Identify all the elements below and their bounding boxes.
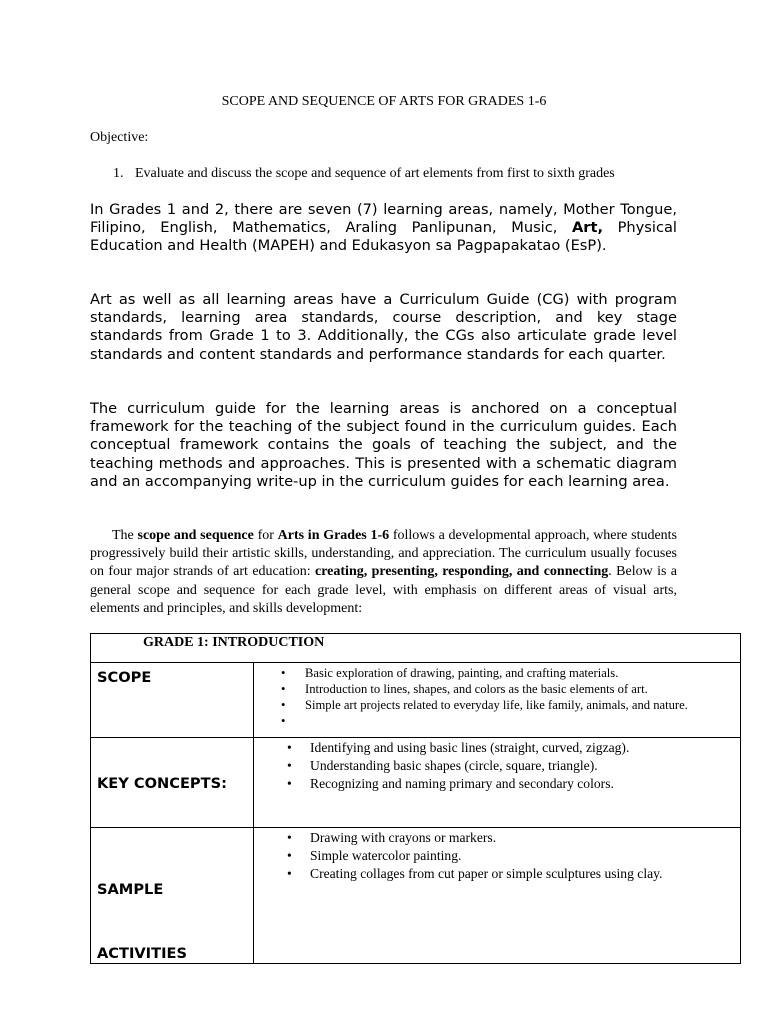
key-concepts-list xyxy=(254,738,740,793)
sample-activities-label xyxy=(97,828,253,963)
objective-item xyxy=(113,166,615,182)
key-concepts-label: KEY CONCEPTS: xyxy=(97,775,227,792)
list-item xyxy=(254,739,740,757)
p4-bold-1: scope and sequence xyxy=(137,528,254,543)
scope-list xyxy=(254,663,740,729)
scope-content-cell xyxy=(254,663,741,738)
table-row-scope xyxy=(91,663,741,738)
paragraph-curriculum-guide: Art as well as all learning areas have a Curriculum Guide (CG) with program standards, learning area standards, course description, and key stage standards from Grade 1 to 3. Additionally, the CGs also articulate grade level standards and content standards and performance standards for each quarter. xyxy=(90,291,677,363)
bullet-icon: • xyxy=(281,666,286,680)
sample-activities-label-line1: SAMPLE xyxy=(97,881,164,898)
paragraph-learning-areas xyxy=(90,201,677,256)
list-item xyxy=(254,847,740,865)
list-item xyxy=(254,713,740,729)
bullet-icon: • xyxy=(281,682,286,696)
p4-bold-2: Arts in Grades 1-6 xyxy=(277,528,390,543)
table-row-key-concepts xyxy=(91,738,741,828)
p4-text-1: The xyxy=(112,528,138,543)
list-item xyxy=(254,775,740,793)
table-header-cell xyxy=(91,634,741,663)
list-item xyxy=(254,681,740,697)
key-concepts-label-cell xyxy=(91,738,254,828)
sample-activities-content-cell xyxy=(254,828,741,964)
bullet-icon: • xyxy=(287,848,292,863)
bullet-icon: • xyxy=(281,698,286,712)
p4-text-4: . Below is a general scope and sequence for each grade level, with emphasis on different areas of visual arts, elements and principles, and skills development: xyxy=(90,564,677,616)
grade-1-table xyxy=(90,633,741,964)
paragraph-learning-areas-text-end: Physical Education and Health (MAPEH) and Edukasyon sa Pagpapakatao (EsP). xyxy=(90,219,677,255)
key-concept-text: Recognizing and naming primary and secondary colors. xyxy=(310,776,614,791)
list-item xyxy=(254,829,740,847)
list-item xyxy=(254,697,740,713)
document-title: SCOPE AND SEQUENCE OF ARTS FOR GRADES 1-6 xyxy=(221,94,547,109)
activity-text: Simple watercolor painting. xyxy=(310,848,462,863)
key-concept-text: Understanding basic shapes (circle, square, triangle). xyxy=(310,758,598,773)
table-header: GRADE 1: INTRODUCTION xyxy=(143,635,325,650)
activity-text: Drawing with crayons or markers. xyxy=(310,830,497,845)
bullet-icon: • xyxy=(287,776,292,791)
paragraph-scope-sequence xyxy=(90,527,677,618)
table-row-sample-activities xyxy=(91,828,741,964)
bullet-icon: • xyxy=(287,740,292,755)
table-header-row xyxy=(91,634,741,663)
key-concepts-content-cell xyxy=(254,738,741,828)
scope-item-text: Simple art projects related to everyday life, like family, animals, and nature. xyxy=(305,698,688,712)
p4-bold-3: creating, presenting, responding, and connecting xyxy=(315,564,609,580)
sample-activities-label-cell xyxy=(91,828,254,964)
scope-item-text: Basic exploration of drawing, painting, and crafting materials. xyxy=(305,666,619,680)
scope-item-text: Introduction to lines, shapes, and colors as the basic elements of art. xyxy=(305,682,648,696)
p4-text-2: for xyxy=(253,528,278,543)
bullet-icon: • xyxy=(281,714,286,728)
objective-label: Objective: xyxy=(90,130,149,145)
scope-label-cell xyxy=(91,663,254,738)
scope-label: SCOPE xyxy=(97,669,152,686)
bullet-icon: • xyxy=(287,866,292,881)
list-item xyxy=(254,757,740,775)
sample-activities-list xyxy=(254,828,740,883)
activity-text: Creating collages from cut paper or simple sculptures using clay. xyxy=(310,866,663,881)
objective-text: Evaluate and discuss the scope and sequence of art elements from first to sixth grades xyxy=(135,166,615,181)
p4-text-3: follows a developmental approach, where students progressively build their artistic skills, understanding, and appreciation. The curriculum usually focuses on four major strands of art education: xyxy=(90,528,678,580)
paragraph-learning-areas-text: In Grades 1 and 2, there are seven (7) learning areas, namely, Mother Tongue, Filipino, English, Mathematics, Araling Panlipunan, Music, xyxy=(90,201,677,237)
sample-activities-label-line2: ACTIVITIES xyxy=(97,945,187,962)
bullet-icon: • xyxy=(287,758,292,773)
paragraph-conceptual-framework: The curriculum guide for the learning areas is anchored on a conceptual framework for the teaching of the subject found in the curriculum guides. Each conceptual framework contains the goals of teaching the subject, and the teaching methods and approaches. This is presented with a schematic diagram and an accompanying write-up in the curriculum guides for each learning area. xyxy=(90,400,677,490)
list-item xyxy=(254,665,740,681)
paragraph-learning-areas-bold: Art, xyxy=(572,219,604,237)
key-concept-text: Identifying and using basic lines (straight, curved, zigzag). xyxy=(310,740,630,755)
list-item xyxy=(254,865,740,883)
bullet-icon: • xyxy=(287,830,292,845)
objective-number: 1. xyxy=(113,166,124,181)
